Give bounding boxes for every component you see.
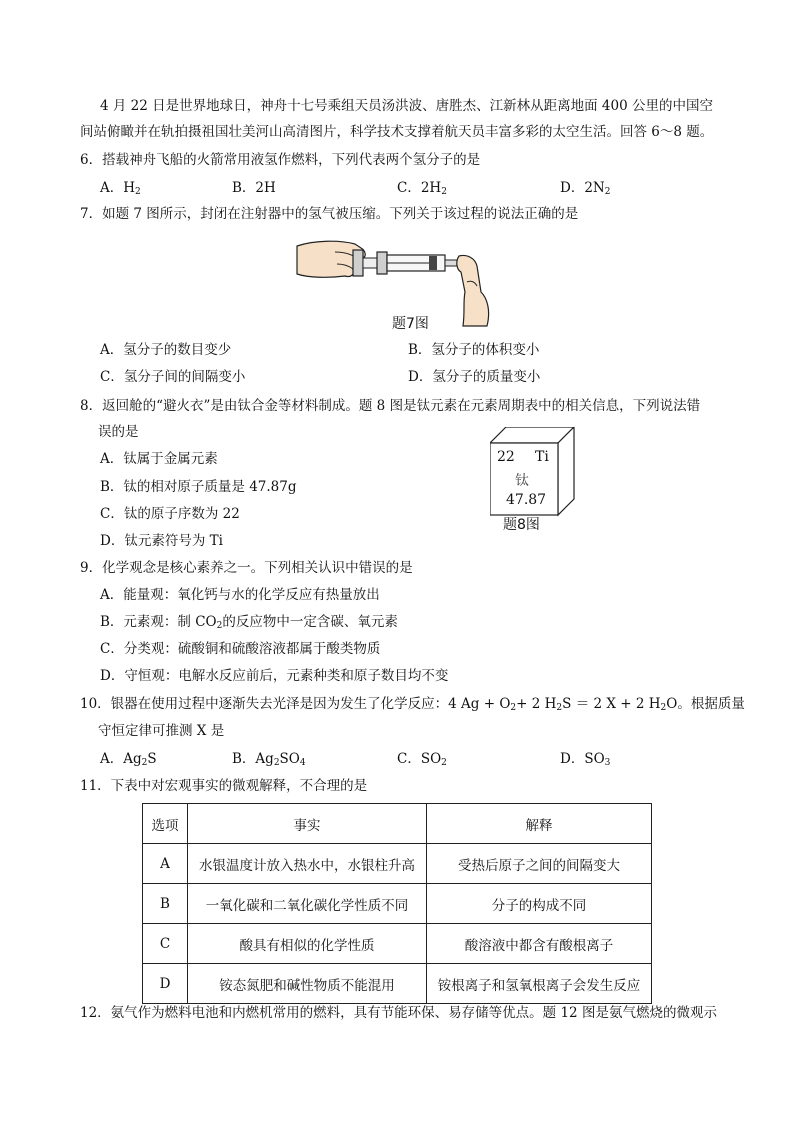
header-option: 选项 <box>143 804 188 844</box>
row-fact: 水银温度计放入热水中，水银柱升高 <box>188 844 427 884</box>
q8-figure-caption: 题8图 <box>503 517 540 533</box>
q10-option-a[interactable]: A．$Ag_2S$ <box>100 751 157 768</box>
q10-stem-line-1: 10．银器在使用过程中逐渐失去光泽是因为发生了化学反应：4 $Ag + O_2+ 2$ $H_2S = 2$ X + 2 $H_2O$。根据质量 <box>80 696 745 713</box>
q7-option-a[interactable]: A．氢分子的数目变少 <box>100 342 232 358</box>
row-fact: 酸具有相似的化学性质 <box>188 924 427 964</box>
q7-stem: 7．如题 7 图所示，封闭在注射器中的氢气被压缩。下列关于该过程的说法正确的是 <box>80 206 579 222</box>
row-explanation: 铵根离子和氢氧根离子会发生反应 <box>427 964 652 1004</box>
row-fact: 一氧化碳和二氧化碳化学性质不同 <box>188 884 427 924</box>
q9-option-c[interactable]: C．分类观：硫酸铜和硫酸溶液都属于酸类物质 <box>100 641 381 657</box>
header-fact: 事实 <box>188 804 427 844</box>
q10-option-b[interactable]: B．$Ag_2SO_4$ <box>232 751 306 768</box>
table-header-row <box>143 804 652 844</box>
q6-stem: 6．搭载神舟飞船的火箭常用液氢作燃料，下列代表两个氢分子的是 <box>80 152 481 168</box>
row-option: C <box>143 924 188 964</box>
q7-option-c[interactable]: C．氢分子间的间隔变小 <box>100 369 246 385</box>
q11-stem: 11．下表中对宏观事实的微观解释，不合理的是 <box>80 778 368 794</box>
q6-option-c[interactable]: C．$2H_2$ <box>397 180 447 197</box>
q6-option-a[interactable]: A．$H_2$ <box>100 180 141 197</box>
q8-option-b[interactable]: B．钛的相对原子质量是 47.87g <box>100 479 297 495</box>
element-name: 钛 <box>515 473 529 489</box>
q9-option-b[interactable]: B．元素观：制 $CO_2$的反应物中一定含碳、氧元素 <box>100 614 398 631</box>
q8-option-d[interactable]: D．钛元素符号为 Ti <box>100 533 223 549</box>
q7-figure-caption: 题7图 <box>392 316 429 332</box>
q8-stem-line-2: 误的是 <box>98 424 139 440</box>
row-option: B <box>143 884 188 924</box>
table-row <box>143 844 652 884</box>
q9-option-d[interactable]: D．守恒观：电解水反应前后，元素种类和原子数目均不变 <box>100 668 449 684</box>
q8-option-c[interactable]: C．钛的原子序数为 22 <box>100 506 240 522</box>
row-option: D <box>143 964 188 1004</box>
q9-option-a[interactable]: A．能量观：氧化钙与水的化学反应有热量放出 <box>100 587 380 603</box>
q6-option-d[interactable]: D．$2N_2$ <box>560 180 611 197</box>
q11-table <box>142 803 652 1004</box>
q8-option-a[interactable]: A．钛属于金属元素 <box>100 451 218 467</box>
q6-option-b[interactable]: B．2H <box>232 180 276 196</box>
q7-option-d[interactable]: D．氢分子的质量变小 <box>408 369 541 385</box>
header-explanation: 解释 <box>427 804 652 844</box>
table-row <box>143 884 652 924</box>
table-row <box>143 924 652 964</box>
q10-stem-line-2: 守恒定律可推测 X 是 <box>98 723 225 739</box>
row-explanation: 酸溶液中都含有酸根离子 <box>427 924 652 964</box>
intro-line-1: 4 月 22 日是世界地球日，神舟十七号乘组天员汤洪波、唐胜杰、江新林从距离地面 400 公里的中国空 <box>100 98 713 114</box>
q10-option-c[interactable]: C．$SO_2$ <box>397 751 447 768</box>
row-option: A <box>143 844 188 884</box>
element-symbol: Ti <box>535 449 549 465</box>
table-row <box>143 964 652 1004</box>
q7-option-b[interactable]: B．氢分子的体积变小 <box>408 342 540 358</box>
element-atomic-number: 22 <box>497 449 515 465</box>
row-explanation: 分子的构成不同 <box>427 884 652 924</box>
q12-stem: 12．氨气作为燃料电池和内燃机常用的燃料，具有节能环保、易存储等优点。题 12 图是氨气燃烧的微观示 <box>80 1005 717 1021</box>
q8-stem-line-1: 8．返回舱的“避火衣”是由钛合金等材料制成。题 8 图是钛元素在元素周期表中的相关信息，下列说法错 <box>80 398 701 414</box>
element-mass: 47.87 <box>506 492 547 508</box>
q10-option-d[interactable]: D．$SO_3$ <box>560 751 611 768</box>
intro-line-2: 间站俯瞰并在轨拍摄祖国壮美河山高清图片，科学技术支撑着航天员丰富多彩的太空生活。回答 6～8 题。 <box>80 124 714 140</box>
row-explanation: 受热后原子之间的间隔变大 <box>427 844 652 884</box>
row-fact: 铵态氮肥和碱性物质不能混用 <box>188 964 427 1004</box>
q9-stem: 9．化学观念是核心素养之一。下列相关认识中错误的是 <box>80 560 413 576</box>
